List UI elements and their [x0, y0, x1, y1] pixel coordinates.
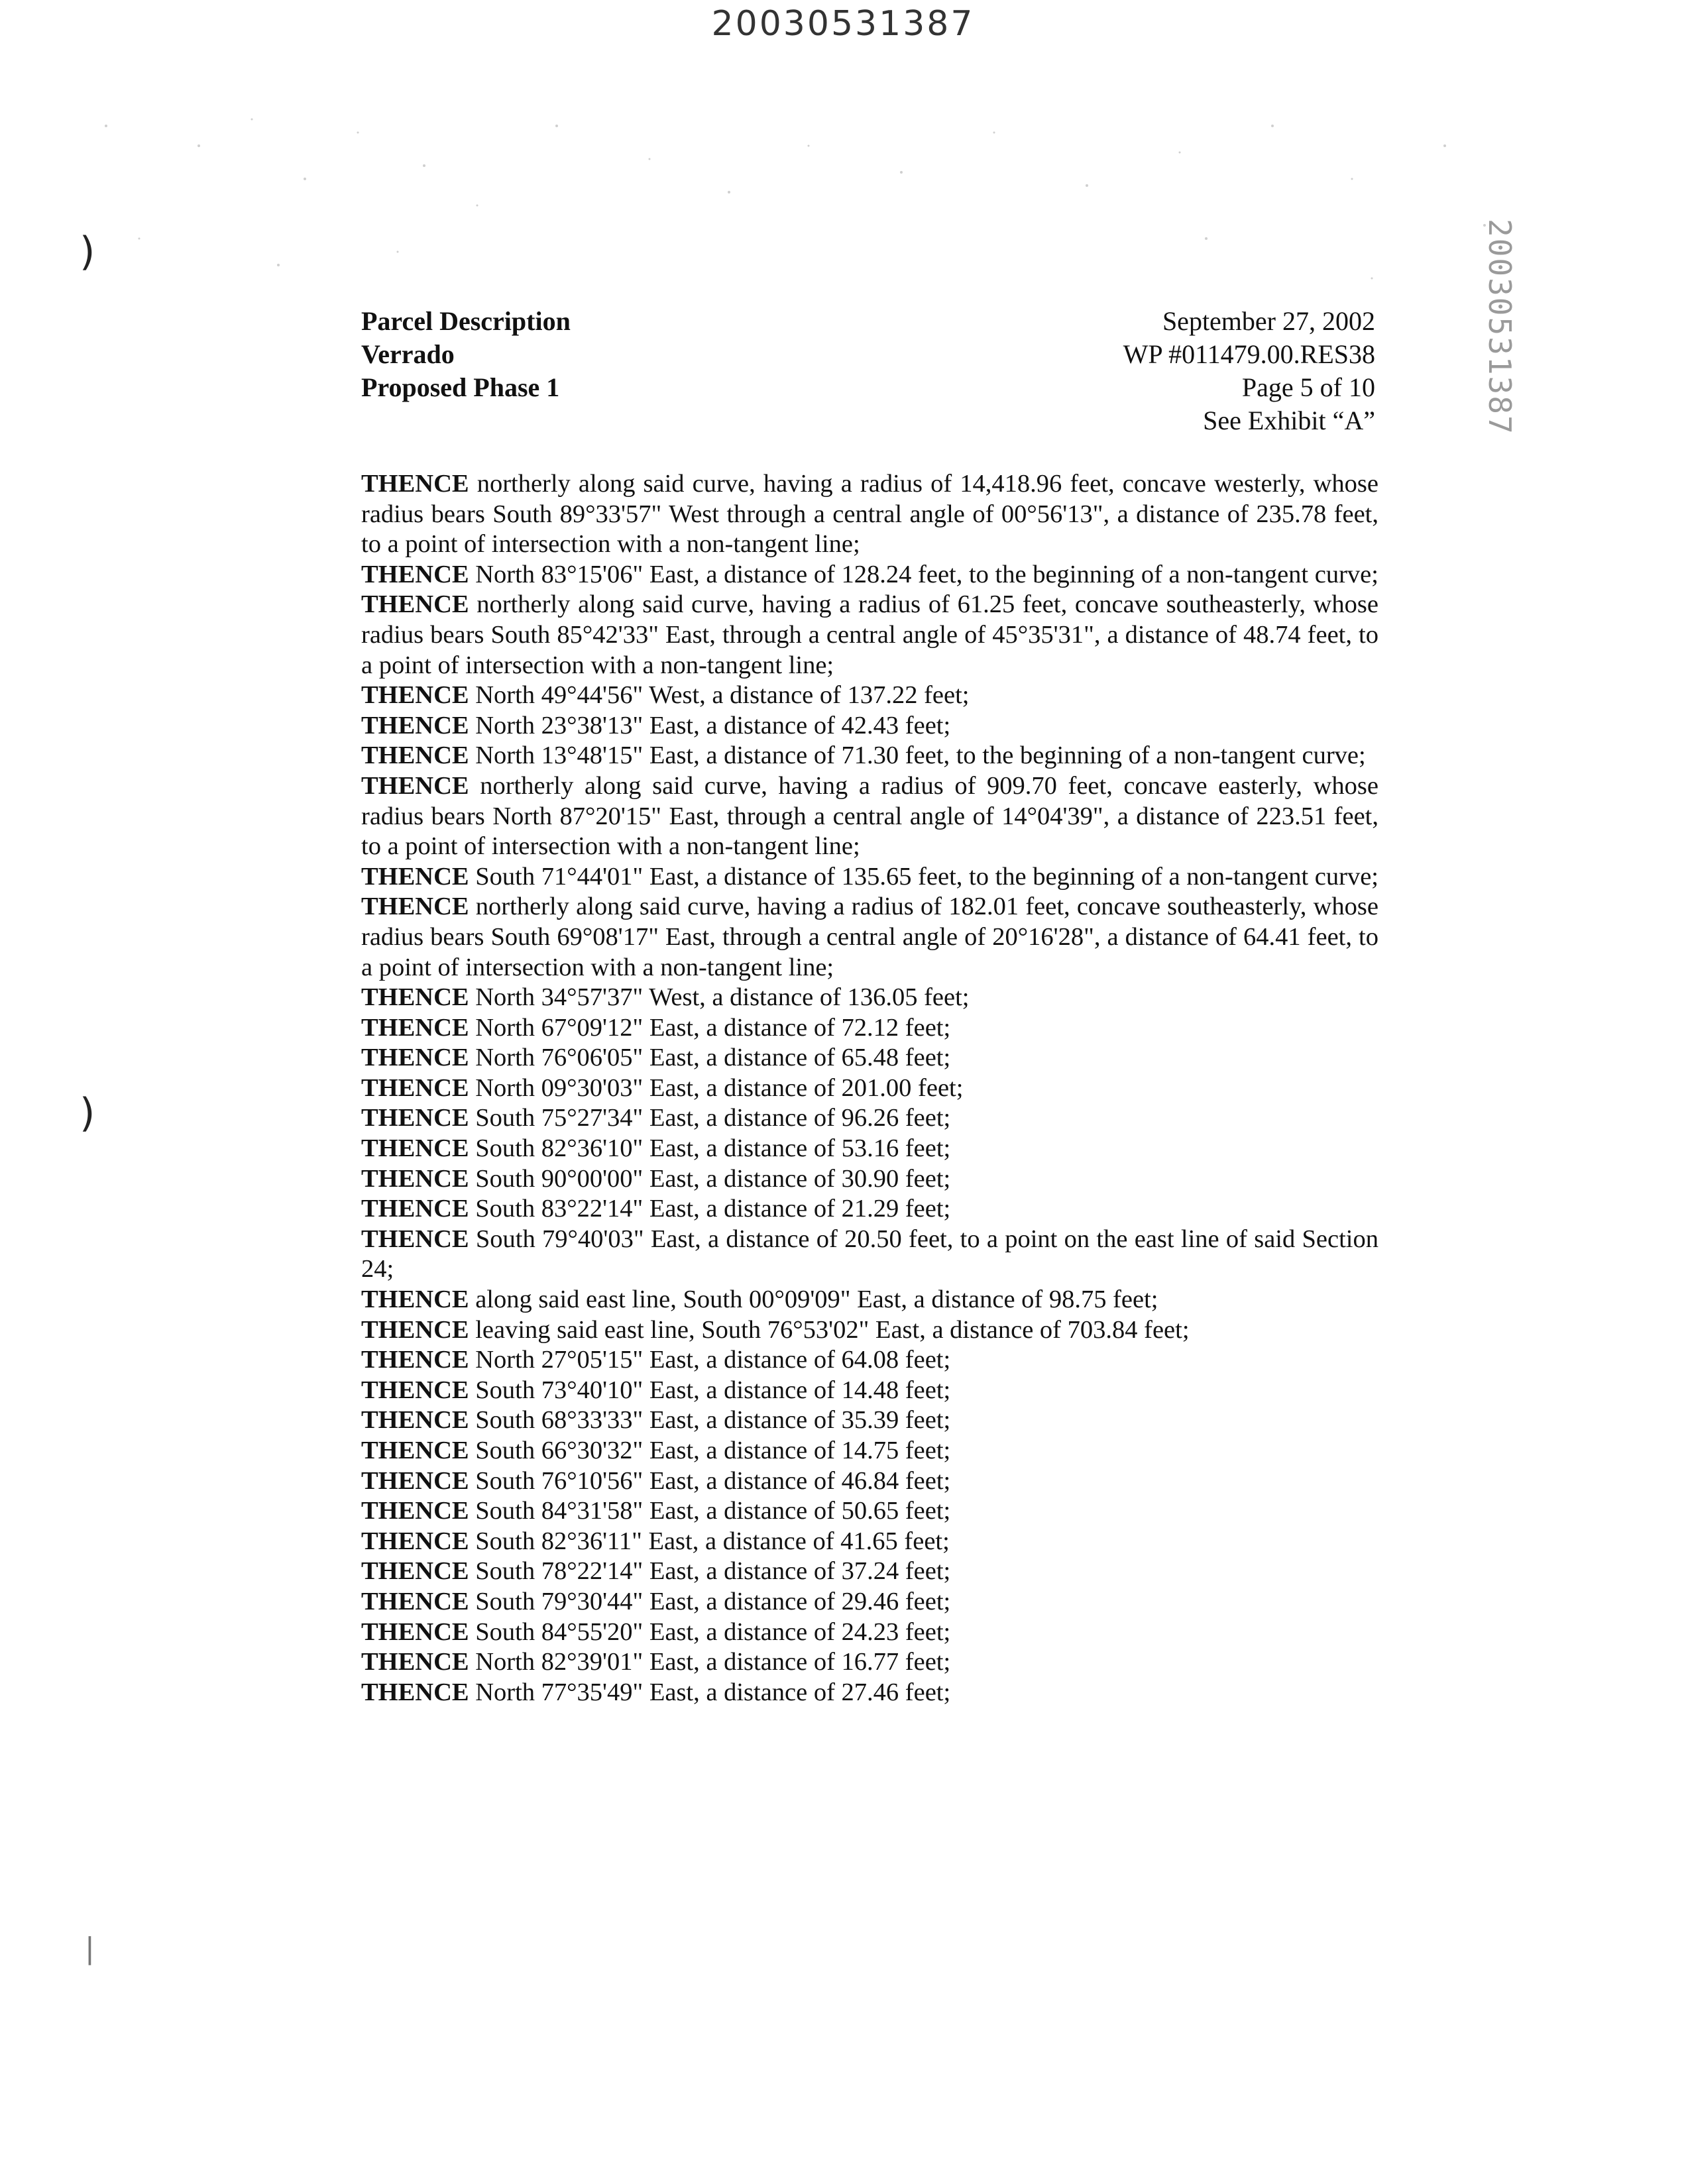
course-text: northerly along said curve, having a radius of 909.70 feet, concave easterly, whose radius bears North 87°20'15" East, through a central angle of 14°04'39", a distance of 223.51 feet, to a point of intersection with a non-tangent line;: [361, 771, 1378, 861]
margin-mark-top: ): [80, 229, 95, 275]
course-text: South 71°44'01" East, a distance of 135.65 feet, to the beginning of a non-tangent curve;: [475, 862, 1378, 891]
course-lead-word: THENCE: [361, 1466, 469, 1495]
course-paragraph: [361, 1073, 1378, 1104]
course-paragraph: [361, 892, 1378, 983]
course-paragraph: [361, 1587, 1378, 1617]
course-text: North 09°30'03" East, a distance of 201.00 feet;: [475, 1073, 964, 1102]
course-text: South 76°10'56" East, a distance of 46.84 feet;: [475, 1466, 951, 1495]
course-lead-word: THENCE: [361, 893, 469, 921]
parcel-description-label: Parcel Description: [361, 306, 571, 336]
course-lead-word: THENCE: [361, 1164, 469, 1193]
course-text: North 13°48'15" East, a distance of 71.30 feet, to the beginning of a non-tangent curve;: [475, 741, 1366, 770]
course-lead-word: THENCE: [361, 1315, 469, 1344]
course-lead-word: THENCE: [361, 1225, 469, 1253]
course-text: North 23°38'13" East, a distance of 42.43 feet;: [475, 711, 951, 739]
course-lead-word: THENCE: [361, 590, 469, 619]
course-lead-word: THENCE: [361, 470, 469, 498]
document-date: September 27, 2002: [1162, 306, 1375, 336]
header-left-block: [361, 305, 571, 404]
course-paragraph: [361, 1466, 1378, 1497]
course-text: North 34°57'37" West, a distance of 136.05 feet;: [475, 983, 970, 1012]
course-lead-word: THENCE: [361, 1587, 469, 1615]
course-lead-word: THENCE: [361, 1044, 469, 1072]
course-text: along said east line, South 00°09'09" East, a distance of 98.75 feet;: [475, 1285, 1158, 1314]
course-lead-word: THENCE: [361, 1617, 469, 1646]
course-lead-word: THENCE: [361, 1013, 469, 1042]
course-paragraph: [361, 1285, 1378, 1315]
side-stamp: 20030531387: [1482, 219, 1518, 435]
course-paragraph: [361, 560, 1378, 590]
course-paragraph: [361, 1103, 1378, 1134]
course-lead-word: THENCE: [361, 1346, 469, 1374]
course-lead-word: THENCE: [361, 711, 469, 739]
course-paragraph: [361, 1315, 1378, 1346]
header-right-block: [994, 305, 1375, 437]
course-text: South 68°33'33" East, a distance of 35.39 feet;: [475, 1406, 951, 1435]
course-paragraph: [361, 1647, 1378, 1678]
course-text: North 82°39'01" East, a distance of 16.77 feet;: [475, 1648, 951, 1676]
course-paragraph: [361, 711, 1378, 741]
course-paragraph: [361, 1043, 1378, 1073]
course-lead-word: THENCE: [361, 1104, 469, 1132]
course-paragraph: [361, 741, 1378, 771]
course-paragraph: [361, 1678, 1378, 1708]
course-lead-word: THENCE: [361, 1678, 469, 1706]
course-lead-word: THENCE: [361, 1648, 469, 1676]
course-text: northerly along said curve, having a radius of 14,418.96 feet, concave westerly, whose radius bears South 89°33'57" West through a central angle of 00°56'13", a distance of 235.78 feet, to a point of intersection with a non-tangent line;: [361, 470, 1378, 559]
course-text: South 66°30'32" East, a distance of 14.75 feet;: [475, 1437, 951, 1464]
course-lead-word: THENCE: [361, 1557, 469, 1586]
course-lead-word: THENCE: [361, 1376, 469, 1404]
phase-label: Proposed Phase 1: [361, 372, 560, 402]
course-text: South 79°40'03" East, a distance of 20.50 feet, to a point on the east line of said Section 24;: [361, 1225, 1378, 1283]
legal-description-body: [361, 469, 1378, 1708]
course-text: South 84°31'58" East, a distance of 50.65 feet;: [475, 1497, 951, 1525]
margin-mark-middle: ): [80, 1090, 95, 1136]
course-paragraph: [361, 1013, 1378, 1044]
course-paragraph: [361, 1376, 1378, 1406]
course-text: South 78°22'14" East, a distance of 37.24 feet;: [475, 1557, 951, 1586]
course-paragraph: [361, 1617, 1378, 1648]
course-text: South 82°36'11" East, a distance of 41.65 feet;: [475, 1527, 950, 1555]
margin-mark-bottom: |: [85, 1932, 95, 1965]
course-lead-word: THENCE: [361, 862, 469, 891]
course-lead-word: THENCE: [361, 681, 469, 710]
course-paragraph: [361, 1134, 1378, 1164]
course-text: North 77°35'49" East, a distance of 27.46 feet;: [475, 1678, 951, 1706]
course-text: North 27°05'15" East, a distance of 64.08 feet;: [475, 1346, 951, 1374]
course-paragraph: [361, 590, 1378, 681]
course-paragraph: [361, 1164, 1378, 1195]
course-paragraph: [361, 1405, 1378, 1436]
course-text: North 76°06'05" East, a distance of 65.48 feet;: [475, 1044, 951, 1072]
work-project-number: WP #011479.00.RES38: [1123, 339, 1375, 369]
course-paragraph: [361, 1436, 1378, 1466]
course-paragraph: [361, 862, 1378, 893]
course-lead-word: THENCE: [361, 771, 469, 800]
exhibit-reference: See Exhibit “A”: [1203, 406, 1375, 435]
course-lead-word: THENCE: [361, 1406, 469, 1435]
course-lead-word: THENCE: [361, 560, 469, 588]
course-lead-word: THENCE: [361, 1285, 469, 1314]
course-text: northerly along said curve, having a radius of 61.25 feet, concave southeasterly, whose radius bears South 85°42'33" East, through a central angle of 45°35'31", a distance of 48.74 feet, to a point of intersection with a non-tangent line;: [361, 590, 1379, 679]
course-paragraph: [361, 1225, 1378, 1285]
course-paragraph: [361, 1527, 1378, 1557]
course-paragraph: [361, 983, 1378, 1013]
course-paragraph: [361, 681, 1378, 711]
project-name: Verrado: [361, 339, 455, 369]
course-text: South 79°30'44" East, a distance of 29.46 feet;: [475, 1587, 951, 1615]
course-paragraph: [361, 1556, 1378, 1587]
course-paragraph: [361, 771, 1378, 862]
course-text: North 67°09'12" East, a distance of 72.12 feet;: [475, 1013, 951, 1042]
course-lead-word: THENCE: [361, 1497, 469, 1525]
course-text: South 90°00'00" East, a distance of 30.90 feet;: [475, 1164, 951, 1193]
course-text: North 49°44'56" West, a distance of 137.22 feet;: [475, 681, 970, 710]
course-text: South 75°27'34" East, a distance of 96.26 feet;: [475, 1104, 951, 1132]
course-paragraph: [361, 469, 1378, 560]
course-text: South 82°36'10" East, a distance of 53.16 feet;: [475, 1134, 951, 1163]
course-lead-word: THENCE: [361, 983, 469, 1012]
course-text: North 83°15'06" East, a distance of 128.24 feet, to the beginning of a non-tangent curve;: [475, 560, 1378, 588]
course-lead-word: THENCE: [361, 1437, 469, 1464]
course-paragraph: [361, 1496, 1378, 1527]
course-text: South 73°40'10" East, a distance of 14.48 feet;: [475, 1376, 951, 1404]
course-lead-word: THENCE: [361, 1134, 469, 1163]
course-text: South 83°22'14" East, a distance of 21.29 feet;: [475, 1195, 951, 1223]
course-text: South 84°55'20" East, a distance of 24.23 feet;: [475, 1617, 951, 1646]
course-lead-word: THENCE: [361, 1527, 469, 1555]
document-number: 20030531387: [711, 4, 975, 44]
course-lead-word: THENCE: [361, 1195, 469, 1223]
page-number: Page 5 of 10: [1241, 372, 1375, 402]
course-text: leaving said east line, South 76°53'02" East, a distance of 703.84 feet;: [475, 1315, 1190, 1344]
course-lead-word: THENCE: [361, 1073, 469, 1102]
course-lead-word: THENCE: [361, 741, 469, 770]
course-text: northerly along said curve, having a radius of 182.01 feet, concave southeasterly, whose radius bears South 69°08'17" East, through a central angle of 20°16'28", a distance of 64.41 feet, to a point of intersection with a non-tangent line;: [361, 893, 1378, 981]
course-paragraph: [361, 1345, 1378, 1376]
course-paragraph: [361, 1194, 1378, 1225]
